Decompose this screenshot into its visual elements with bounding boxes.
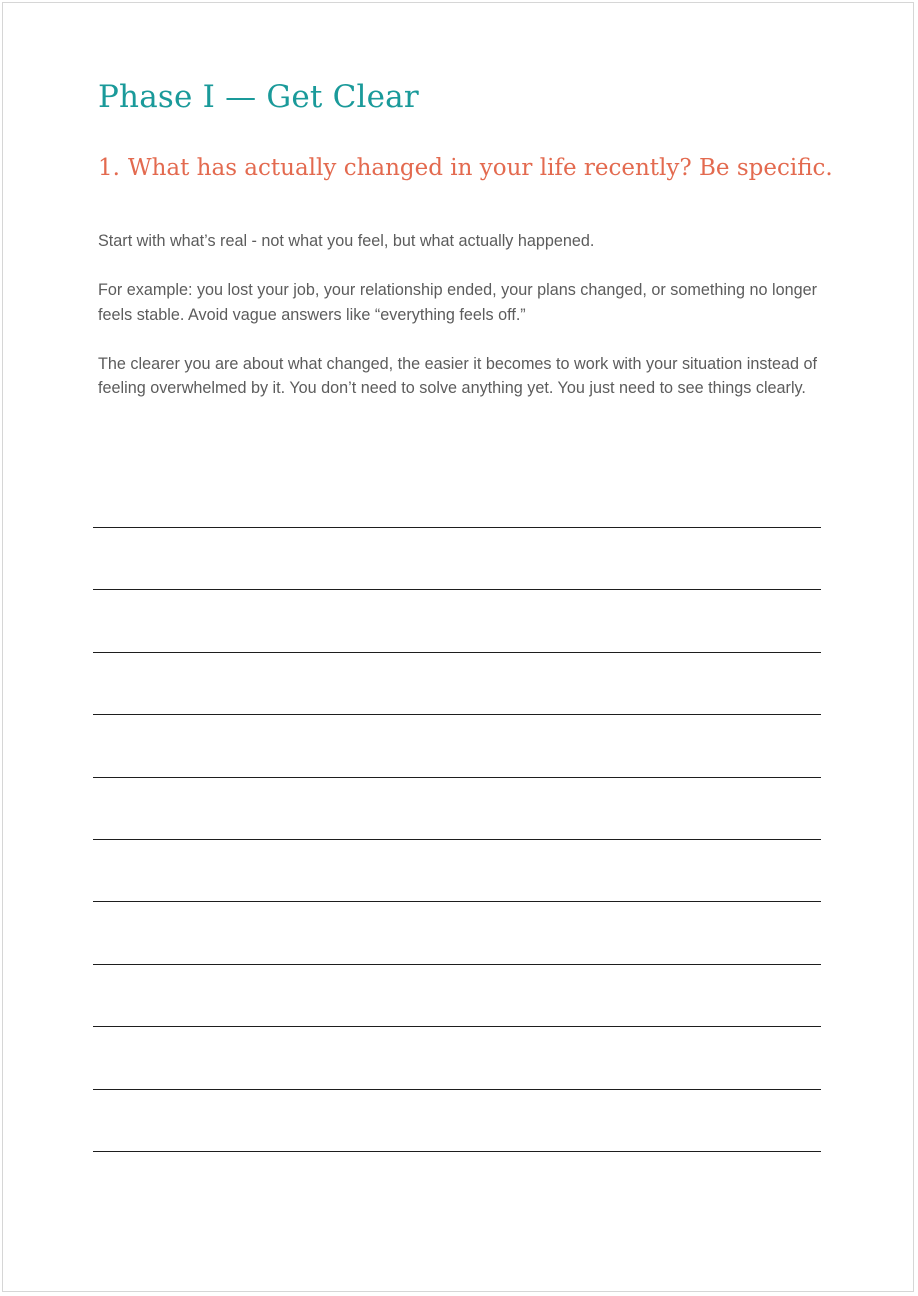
- question-text: What has actually changed in your life recently? Be specific.: [127, 155, 833, 181]
- writing-line[interactable]: [93, 1026, 821, 1027]
- writing-line[interactable]: [93, 652, 821, 653]
- answer-writing-area[interactable]: [93, 0, 821, 1296]
- writing-line[interactable]: [93, 714, 821, 715]
- writing-line[interactable]: [93, 527, 821, 528]
- writing-line[interactable]: [93, 1089, 821, 1090]
- question-number: 1.: [98, 155, 120, 181]
- writing-line[interactable]: [93, 964, 821, 965]
- writing-line[interactable]: [93, 839, 821, 840]
- writing-line[interactable]: [93, 901, 821, 902]
- phase-title: Phase I — Get Clear: [98, 79, 419, 115]
- writing-line[interactable]: [93, 1151, 821, 1152]
- writing-line[interactable]: [93, 777, 821, 778]
- writing-line[interactable]: [93, 589, 821, 590]
- instruction-paragraph-3: The clearer you are about what changed, the easier it becomes to work with your situation instead of feeling overwhelmed by it. You don’t need to solve anything yet. You just need to see things clearly.: [98, 354, 817, 397]
- instruction-paragraph-1: Start with what’s real - not what you feel, but what actually happened.: [98, 232, 595, 250]
- instruction-paragraph-2: For example: you lost your job, your relationship ended, your plans changed, or something no longer feels stable. Avoid vague answers like “everything feels off.”: [98, 281, 817, 324]
